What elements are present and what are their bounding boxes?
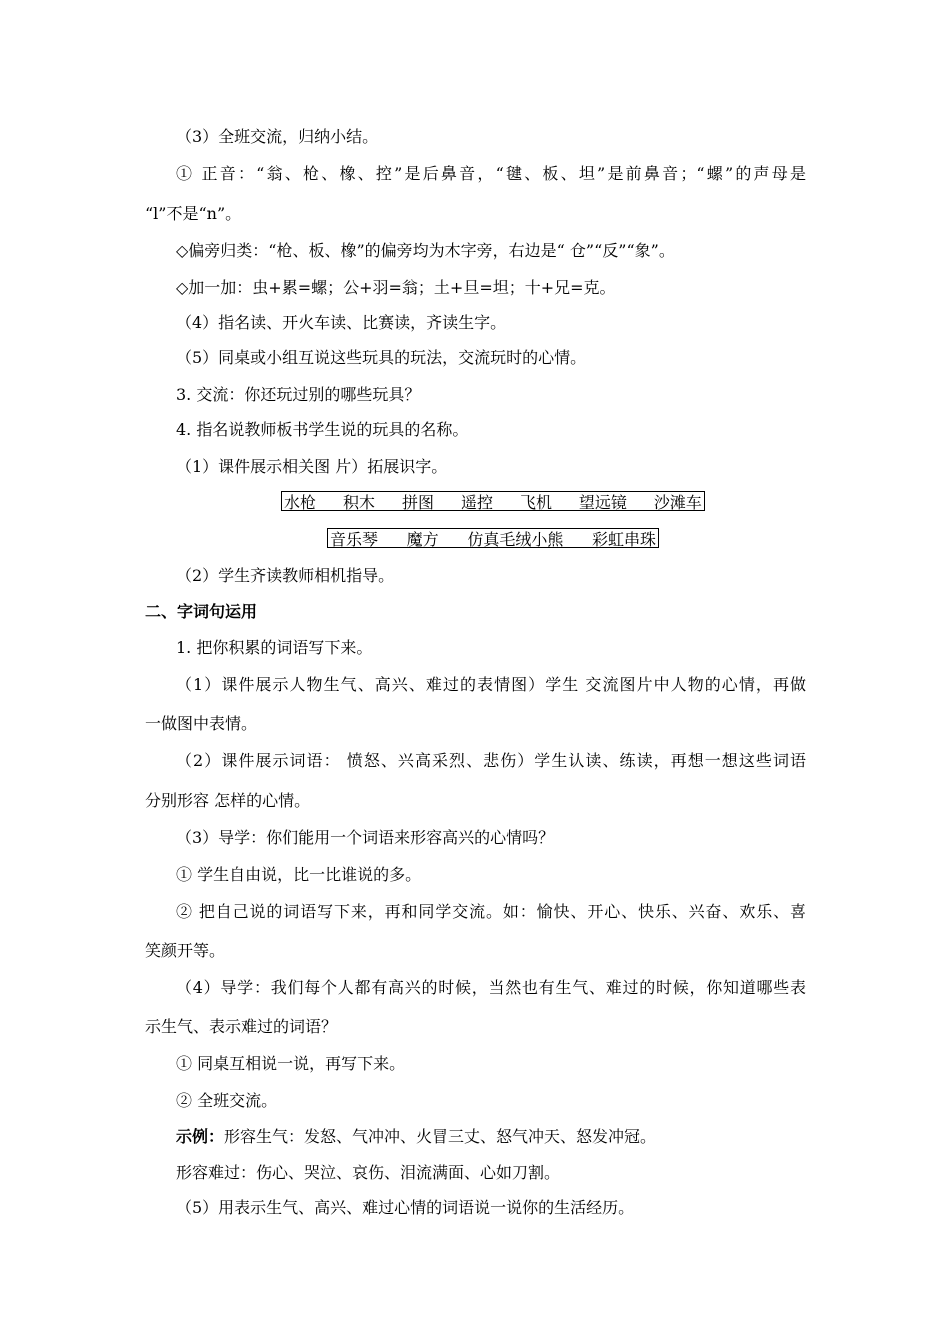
text-line: （4）导学：我们每个人都有高兴的时候，当然也有生气、难过的时候，你知道哪些表 — [176, 978, 806, 997]
word-item: 遥控 — [460, 492, 493, 512]
text-line: 一做图中表情。 — [145, 714, 258, 733]
word-box-row-1 — [281, 491, 705, 511]
text-line: 笑颜开等。 — [145, 941, 226, 960]
example-label: 示例： — [176, 1127, 225, 1146]
text-line: 形容难过：伤心、哭泣、哀伤、泪流满面、心如刀割。 — [176, 1163, 561, 1182]
word-item: 彩虹串珠 — [591, 529, 656, 549]
text-line: （5）用表示生气、高兴、难过心情的词语说一说你的生活经历。 — [176, 1198, 635, 1217]
text-line: ① 学生自由说，比一比谁说的多。 — [176, 865, 422, 884]
word-item: 望远镜 — [578, 492, 627, 512]
text-line: ① 正音：“翁、枪、橡、控”是后鼻音，“毽、板、坦”是前鼻音；“螺”的声母是 — [176, 164, 806, 183]
word-item: 飞机 — [519, 492, 552, 512]
text-line: 示生气、表示难过的词语？ — [145, 1017, 338, 1036]
text-line: （4）指名读、开火车读、比赛读，齐读生字。 — [176, 313, 507, 332]
word-item: 水枪 — [284, 492, 317, 512]
text-line: “l”不是“n”。 — [145, 204, 242, 223]
word-item: 拼图 — [401, 492, 434, 512]
text-line: 4. 指名说教师板书学生说的玩具的名称。 — [176, 420, 469, 439]
text-line: ◇偏旁归类：“枪、板、橡”的偏旁均为木字旁，右边是“ 仓”“反”“象”。 — [176, 241, 675, 260]
word-item: 沙滩车 — [653, 492, 702, 512]
text-line: 分别形容 怎样的心情。 — [145, 791, 311, 810]
text-line: 3. 交流：你还玩过别的哪些玩具？ — [176, 385, 421, 404]
text-line: （3）全班交流，归纳小结。 — [176, 127, 379, 146]
word-item: 音乐琴 — [330, 529, 379, 549]
example-text: 形容生气：发怒、气冲冲、火冒三丈、怒气冲天、怒发冲冠。 — [224, 1127, 657, 1146]
text-line: （3）导学：你们能用一个词语来形容高兴的心情吗？ — [176, 828, 555, 847]
text-line: ① 同桌互相说一说，再写下来。 — [176, 1054, 406, 1073]
word-item: 魔方 — [406, 529, 439, 549]
word-item: 积木 — [342, 492, 375, 512]
word-box-row-2 — [327, 528, 659, 548]
text-line: ② 把自己说的词语写下来，再和同学交流。如：愉快、开心、快乐、兴奋、欢乐、喜 — [176, 902, 806, 921]
text-line: ② 全班交流。 — [176, 1091, 278, 1110]
text-line: （2）学生齐读教师相机指导。 — [176, 566, 395, 585]
section-heading: 二、字词句运用 — [145, 602, 258, 621]
word-item: 仿真毛绒小熊 — [467, 529, 564, 549]
example-line — [176, 1127, 656, 1147]
text-line: （1）课件展示相关图 片）拓展识字。 — [176, 457, 448, 476]
text-line: （2）课件展示词语： 愤怒、兴高采烈、悲伤）学生认读、练读，再想一想这些词语 — [176, 751, 806, 770]
text-line: （5）同桌或小组互说这些玩具的玩法，交流玩时的心情。 — [176, 348, 587, 367]
text-line: 1. 把你积累的词语写下来。 — [176, 638, 373, 657]
text-line: （1）课件展示人物生气、高兴、难过的表情图）学生 交流图片中人物的心情，再做 — [176, 675, 806, 694]
text-line: ◇加一加：虫+累=螺；公+羽=翁；土+旦=坦；十+兄=克。 — [176, 278, 616, 297]
